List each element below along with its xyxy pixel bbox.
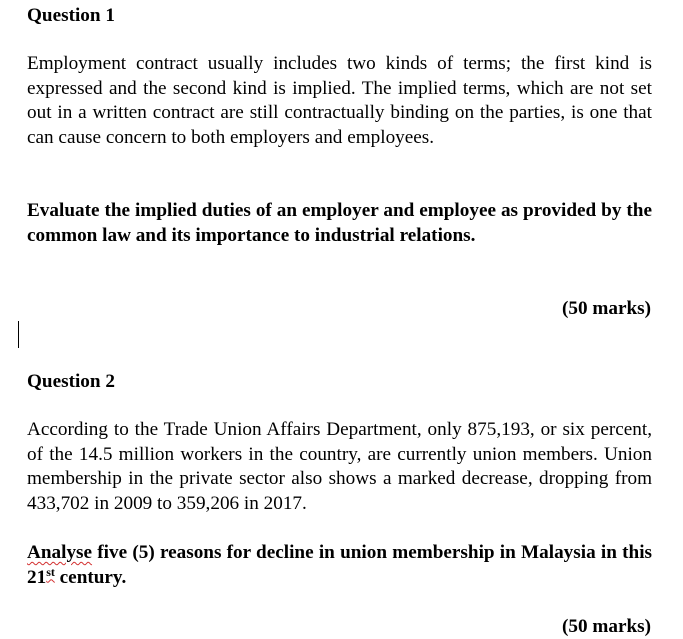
text-cursor bbox=[18, 321, 19, 348]
question-2-heading: Question 2 bbox=[27, 371, 115, 392]
spellcheck-word-analyse[interactable]: Analyse bbox=[27, 542, 93, 563]
question-2-marks: (50 marks) bbox=[562, 616, 651, 637]
question-1-task: Evaluate the implied duties of an employer and employee as provided by the common law and its importance to industrial relations. bbox=[27, 200, 652, 246]
question-2-intro: According to the Trade Union Affairs Department, only 875,193, or six percent, of the 14.5 million workers in the country, are currently union members. Union membership in the private sector also shows a marked decrease, dropping from 433,702 in 2009 to 359,206 in 2017. bbox=[27, 419, 652, 514]
question-2-task bbox=[27, 541, 652, 590]
question-1-marks: (50 marks) bbox=[562, 298, 651, 319]
question-2-task-middle: five (5) reasons for decline in union membership in Malaysia in this 21 bbox=[27, 542, 652, 588]
question-1-heading: Question 1 bbox=[27, 5, 115, 26]
question-2-task-end: century. bbox=[54, 566, 127, 588]
question-1-intro: Employment contract usually includes two kinds of terms; the first kind is expressed and the second kind is implied. The implied terms, which are not set out in a written contract are still contractually binding on the parties, is one that can cause concern to both employers and employees. bbox=[27, 53, 652, 148]
ordinal-suffix[interactable]: st bbox=[46, 564, 55, 579]
